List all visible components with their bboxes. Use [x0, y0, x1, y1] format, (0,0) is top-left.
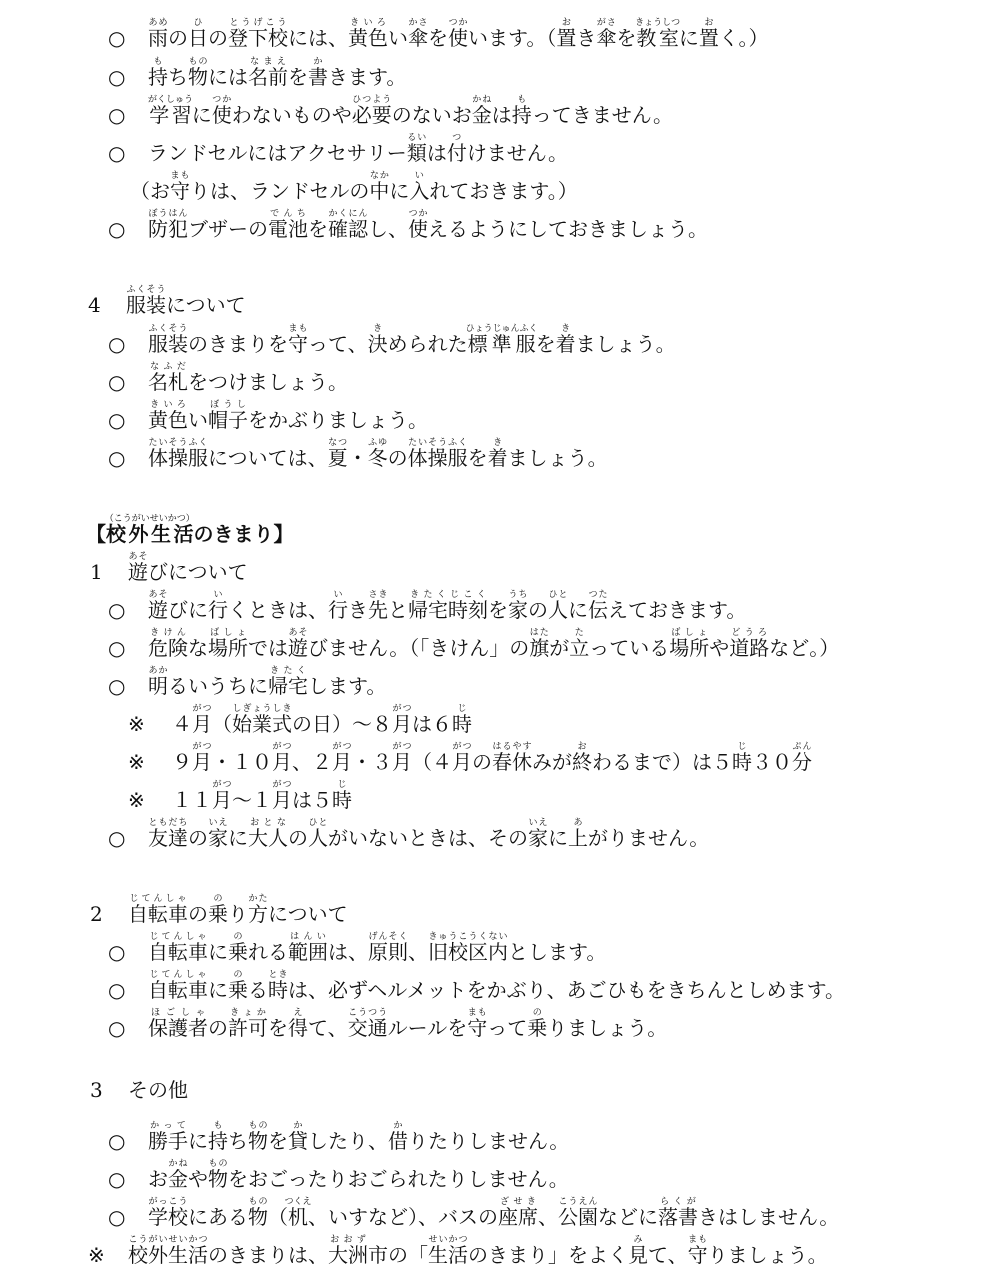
list-item [108, 95, 673, 127]
list-item-text: １１月がつ～１月がつは５時じ [172, 780, 352, 812]
list-item-text: 保護者ほごしゃの許可きょかを得えて、交通こうつうルールを守まもって乗のりましょう。 [148, 1008, 668, 1040]
list-item-text: 持もち物ものには名前なまえを書かきます。 [148, 57, 407, 89]
section-number: 3 [90, 1078, 103, 1102]
reference-mark: ※ [128, 750, 145, 774]
circle-bullet: ○ [108, 636, 126, 660]
list-item [108, 970, 845, 1002]
list-item [108, 628, 839, 660]
list-item [108, 438, 608, 470]
closing-note [88, 1235, 828, 1267]
list-item-text: ９月がつ・１０月がつ、２月がつ・３月がつ（４月がつの春休はるやすみが終おわるまで）は５時じ３０分ぷん [172, 742, 812, 774]
circle-bullet: ○ [108, 370, 126, 394]
section-number: 1 [90, 560, 103, 584]
list-item-text: 明あかるいうちに帰宅きたくします。 [148, 666, 387, 698]
circle-bullet: ○ [108, 1205, 126, 1229]
reference-mark: ※ [88, 1243, 105, 1267]
section-title: 自転車じてんしゃの乗のり方かたについて [128, 894, 348, 926]
list-item [108, 209, 708, 241]
list-item-note [130, 171, 578, 203]
list-item [108, 666, 386, 698]
list-item-text: 学校がっこうにある物もの（机つくえ、いすなど）、バスの座席ざせき、公園こうえんなどに落書らくがきはしません。 [148, 1197, 840, 1229]
list-item [108, 324, 676, 356]
list-item [108, 18, 769, 50]
list-item-note [128, 780, 352, 812]
section-heading [88, 285, 246, 317]
circle-bullet: ○ [108, 217, 126, 241]
list-item-text: 自転車じてんしゃに乗のる時ときは、必ずヘルメットをかぶり、あごひもをきちんとしめます。 [148, 970, 845, 1002]
circle-bullet: ○ [108, 141, 126, 165]
list-item [108, 362, 348, 394]
circle-bullet: ○ [108, 978, 126, 1002]
section-heading [90, 894, 348, 926]
circle-bullet: ○ [108, 1129, 126, 1153]
list-item-text: 遊あそびに行いくときは、行いき先さきと帰宅きたく時刻じこくを家うちの人ひとに伝つたえておきます。 [148, 590, 747, 622]
circle-bullet: ○ [108, 332, 126, 356]
list-item-text: ランドセルにはアクセサリー類るいは付つけません。 [148, 133, 569, 165]
section-heading [90, 552, 248, 584]
circle-bullet: ○ [108, 1016, 126, 1040]
list-item-text: 勝手かってに持もち物ものを貸かしたり、借かりたりしません。 [148, 1121, 570, 1153]
list-item [108, 1121, 569, 1153]
list-item-text: 体操服たいそうふくについては、夏なつ・冬ふゆの体操服たいそうふくを着きましょう。 [148, 438, 608, 470]
circle-bullet: ○ [108, 1167, 126, 1191]
list-item-text: 防犯ぼうはんブザーの電池でんちを確認かくにんし、使つかえるようにしておきましょう。 [148, 209, 708, 241]
reference-mark: ※ [128, 788, 145, 812]
circle-bullet: ○ [108, 446, 126, 470]
list-item-text: お金かねや物ものをおごったりおごられたりしません。 [148, 1159, 569, 1191]
list-item-text: （お守まもりは、ランドセルの中なかに入いれておきます。） [130, 171, 578, 203]
section-title: 服装ふくそうについて [126, 285, 246, 317]
list-item-text: 自転車じてんしゃに乗のれる範囲はんいは、原則げんそく、旧校区内きゅうこうくないとします。 [148, 932, 607, 964]
list-item-text: 服装ふくそうのきまりを守まもって、決きめられた標準服ひょうじゅんふくを着きましょう。 [148, 324, 676, 356]
circle-bullet: ○ [108, 598, 126, 622]
section-title: 遊あそびについて [128, 552, 248, 584]
circle-bullet: ○ [108, 26, 126, 50]
list-item [108, 57, 406, 89]
list-item-text: 黄色きいろい帽子ぼうしをかぶりましょう。 [148, 400, 428, 432]
circle-bullet: ○ [108, 103, 126, 127]
list-item-text: 友達ともだちの家いえに大人おとなの人ひとがいないときは、その家いえに上あがりません。 [148, 818, 710, 850]
list-item [108, 1159, 569, 1191]
section-number: 2 [90, 902, 103, 926]
list-item-text: 危険きけんな場所ばしょでは遊あそびません。（「きけん」の旗はたが立たっている場所ばしょや道路どうろなど。） [148, 628, 840, 660]
circle-bullet: ○ [108, 826, 126, 850]
list-item [108, 1197, 839, 1229]
list-item [108, 818, 709, 850]
list-item-note [128, 742, 812, 774]
list-item [108, 133, 568, 165]
reference-mark: ※ [128, 712, 145, 736]
list-item-text: 名札なふだをつけましょう。 [148, 362, 348, 394]
circle-bullet: ○ [108, 65, 126, 89]
list-item [108, 400, 428, 432]
list-item-text: 学習がくしゅうに使つかわないものや必要ひつようのないお金かねは持もってきません。 [148, 95, 673, 127]
section-heading [90, 1078, 188, 1102]
list-item [108, 1008, 667, 1040]
section-title: その他 [128, 1078, 188, 1102]
list-item-text: 雨あめの日ひの登下校とうげこうには、黄色きいろい傘かさを使つかいます。（置おき傘がさを教室きょうしつに置おく。） [148, 18, 769, 50]
circle-bullet: ○ [108, 940, 126, 964]
list-item-note [128, 704, 472, 736]
list-item-text: ４月がつ（始業式しぎょうしきの日）～８月がつは６時じ [172, 704, 472, 736]
list-item [108, 932, 606, 964]
list-item [108, 590, 746, 622]
outside-rules-heading: 【校外生活（こうがいせいかつ）のきまり】 [86, 514, 294, 546]
circle-bullet: ○ [108, 408, 126, 432]
section-number: 4 [88, 293, 101, 317]
closing-note-text: 校外生活こうがいせいかつのきまりは、大洲おおず市の「生活せいかつのきまり」をよく見みて、守まもりましょう。 [128, 1235, 828, 1267]
circle-bullet: ○ [108, 674, 126, 698]
